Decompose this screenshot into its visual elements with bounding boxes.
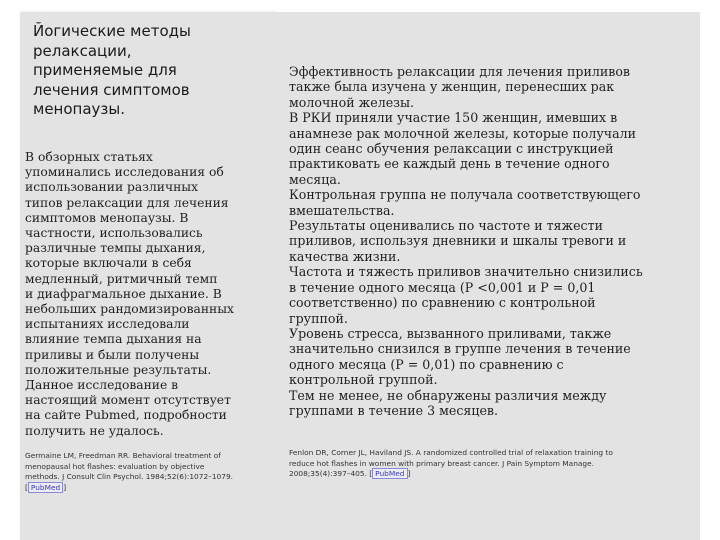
body-line: приливы и были получены: [25, 347, 200, 362]
pubmed-link[interactable]: PubMed: [28, 482, 63, 493]
body-line: приливов, используя дневники и шкалы тревоги и: [289, 233, 627, 249]
paragraph: [289, 64, 709, 110]
reference-line: Germaine LM, Freedman RR. Behavioral treatment of: [25, 451, 221, 460]
body-line: различные темпы дыхания,: [25, 241, 206, 256]
reference-right: [289, 448, 699, 480]
body-line: Эффективность релаксации для лечения приливов: [289, 64, 631, 79]
body-line: значительно снизился в группе лечения в течение: [289, 341, 631, 357]
body-line: один сеанс обучения релаксации с инструкцией: [289, 141, 614, 157]
body-line: положительные результаты.: [25, 362, 212, 377]
body-line: на сайте Pubmed, подробности: [25, 408, 227, 423]
close-bracket: ]: [407, 469, 411, 478]
body-line: Уровень стресса, вызванного приливами, также: [289, 325, 612, 341]
title-line: применяемые для: [33, 61, 177, 79]
body-line: В обзорных статьях: [25, 150, 153, 164]
reference-line: methods. J Consult Clin Psychol. 1984;52(6):1072–1079.: [25, 472, 234, 481]
body-line: испытаниях исследовали: [25, 317, 190, 332]
body-line: молочной железы.: [289, 94, 415, 110]
paragraph: [289, 264, 709, 326]
reference-left: [25, 451, 275, 493]
body-line: Результаты оценивались по частоте и тяжести: [289, 218, 603, 234]
reference-link-line: [289, 469, 699, 480]
paragraph: [289, 326, 709, 388]
paragraph: [289, 218, 709, 264]
body-line: В РКИ приняли участие 150 женщин, имевших в: [289, 110, 618, 126]
body-line: вмешательства.: [289, 202, 395, 218]
left-body-text: [25, 150, 270, 439]
body-line: Тем не менее, не обнаружены различия между: [289, 387, 607, 403]
reference-line: Fenlon DR, Corner JL, Haviland JS. A randomized controlled trial of relaxation training to: [289, 448, 613, 457]
body-line: небольших рандомизированных: [25, 302, 234, 317]
body-line: настоящий момент отсутствует: [25, 393, 231, 408]
body-line: качества жизни.: [289, 248, 401, 264]
body-line: и диафрагмальное дыхание. В: [25, 286, 222, 301]
body-line: влияние темпа дыхания на: [25, 332, 202, 347]
close-bracket: ]: [63, 482, 67, 492]
reference-line: menopausal hot flashes: evaluation by objective: [25, 461, 205, 471]
pubmed-link[interactable]: PubMed: [372, 468, 407, 479]
body-line: которые включали в себя: [25, 256, 192, 271]
body-line: упоминались исследования об: [25, 165, 224, 180]
body-line: контрольной группой.: [289, 372, 438, 388]
body-line: использовании различных: [25, 180, 199, 195]
body-line: типов релаксации для лечения: [25, 195, 229, 210]
body-line: частности, использовались: [25, 226, 203, 241]
reference-link-line: [25, 483, 275, 494]
body-line: одного месяца (P = 0,01) по сравнению с: [289, 356, 564, 372]
body-line: группами в течение 3 месяцев.: [289, 402, 499, 418]
reference-citation: 2008;35(4):397–405.: [289, 469, 370, 478]
title-line: менопаузы.: [33, 100, 125, 118]
body-line: Частота и тяжесть приливов значительно снизились: [289, 264, 643, 280]
body-line: анамнезе рак молочной железы, которые получали: [289, 125, 637, 141]
reference-line: reduce hot flashes in women with primary breast cancer. J Pain Symptom Manage.: [289, 458, 594, 468]
body-line: группой.: [289, 310, 348, 326]
body-line: медленный, ритмичный темп: [25, 271, 218, 286]
body-line: месяца.: [289, 171, 341, 187]
body-line: симптомов менопаузы. В: [25, 210, 189, 225]
open-bracket: [: [369, 469, 373, 478]
paragraph: [289, 388, 709, 419]
body-line: практиковать ее каждый день в течение одного: [289, 156, 610, 172]
slide-title: [33, 22, 268, 120]
right-body-text: [289, 64, 709, 418]
body-line: в течение одного месяца (P <0,001 и P = 0,01: [289, 279, 596, 295]
body-line: получить не удалось.: [25, 423, 164, 438]
title-line: лечения симптомов: [33, 80, 190, 99]
body-line: соответственно) по сравнению с контрольной: [289, 295, 596, 311]
body-line: Данное исследование в: [25, 378, 179, 393]
title-line: релаксации,: [33, 41, 132, 60]
paragraph: [289, 187, 709, 218]
title-line: Йогические методы: [33, 22, 191, 40]
body-line: Контрольная группа не получала соответствующего: [289, 187, 641, 203]
paragraph: [289, 110, 709, 187]
open-bracket: [: [25, 482, 28, 492]
body-line: также была изучена у женщин, перенесших рак: [289, 79, 615, 95]
